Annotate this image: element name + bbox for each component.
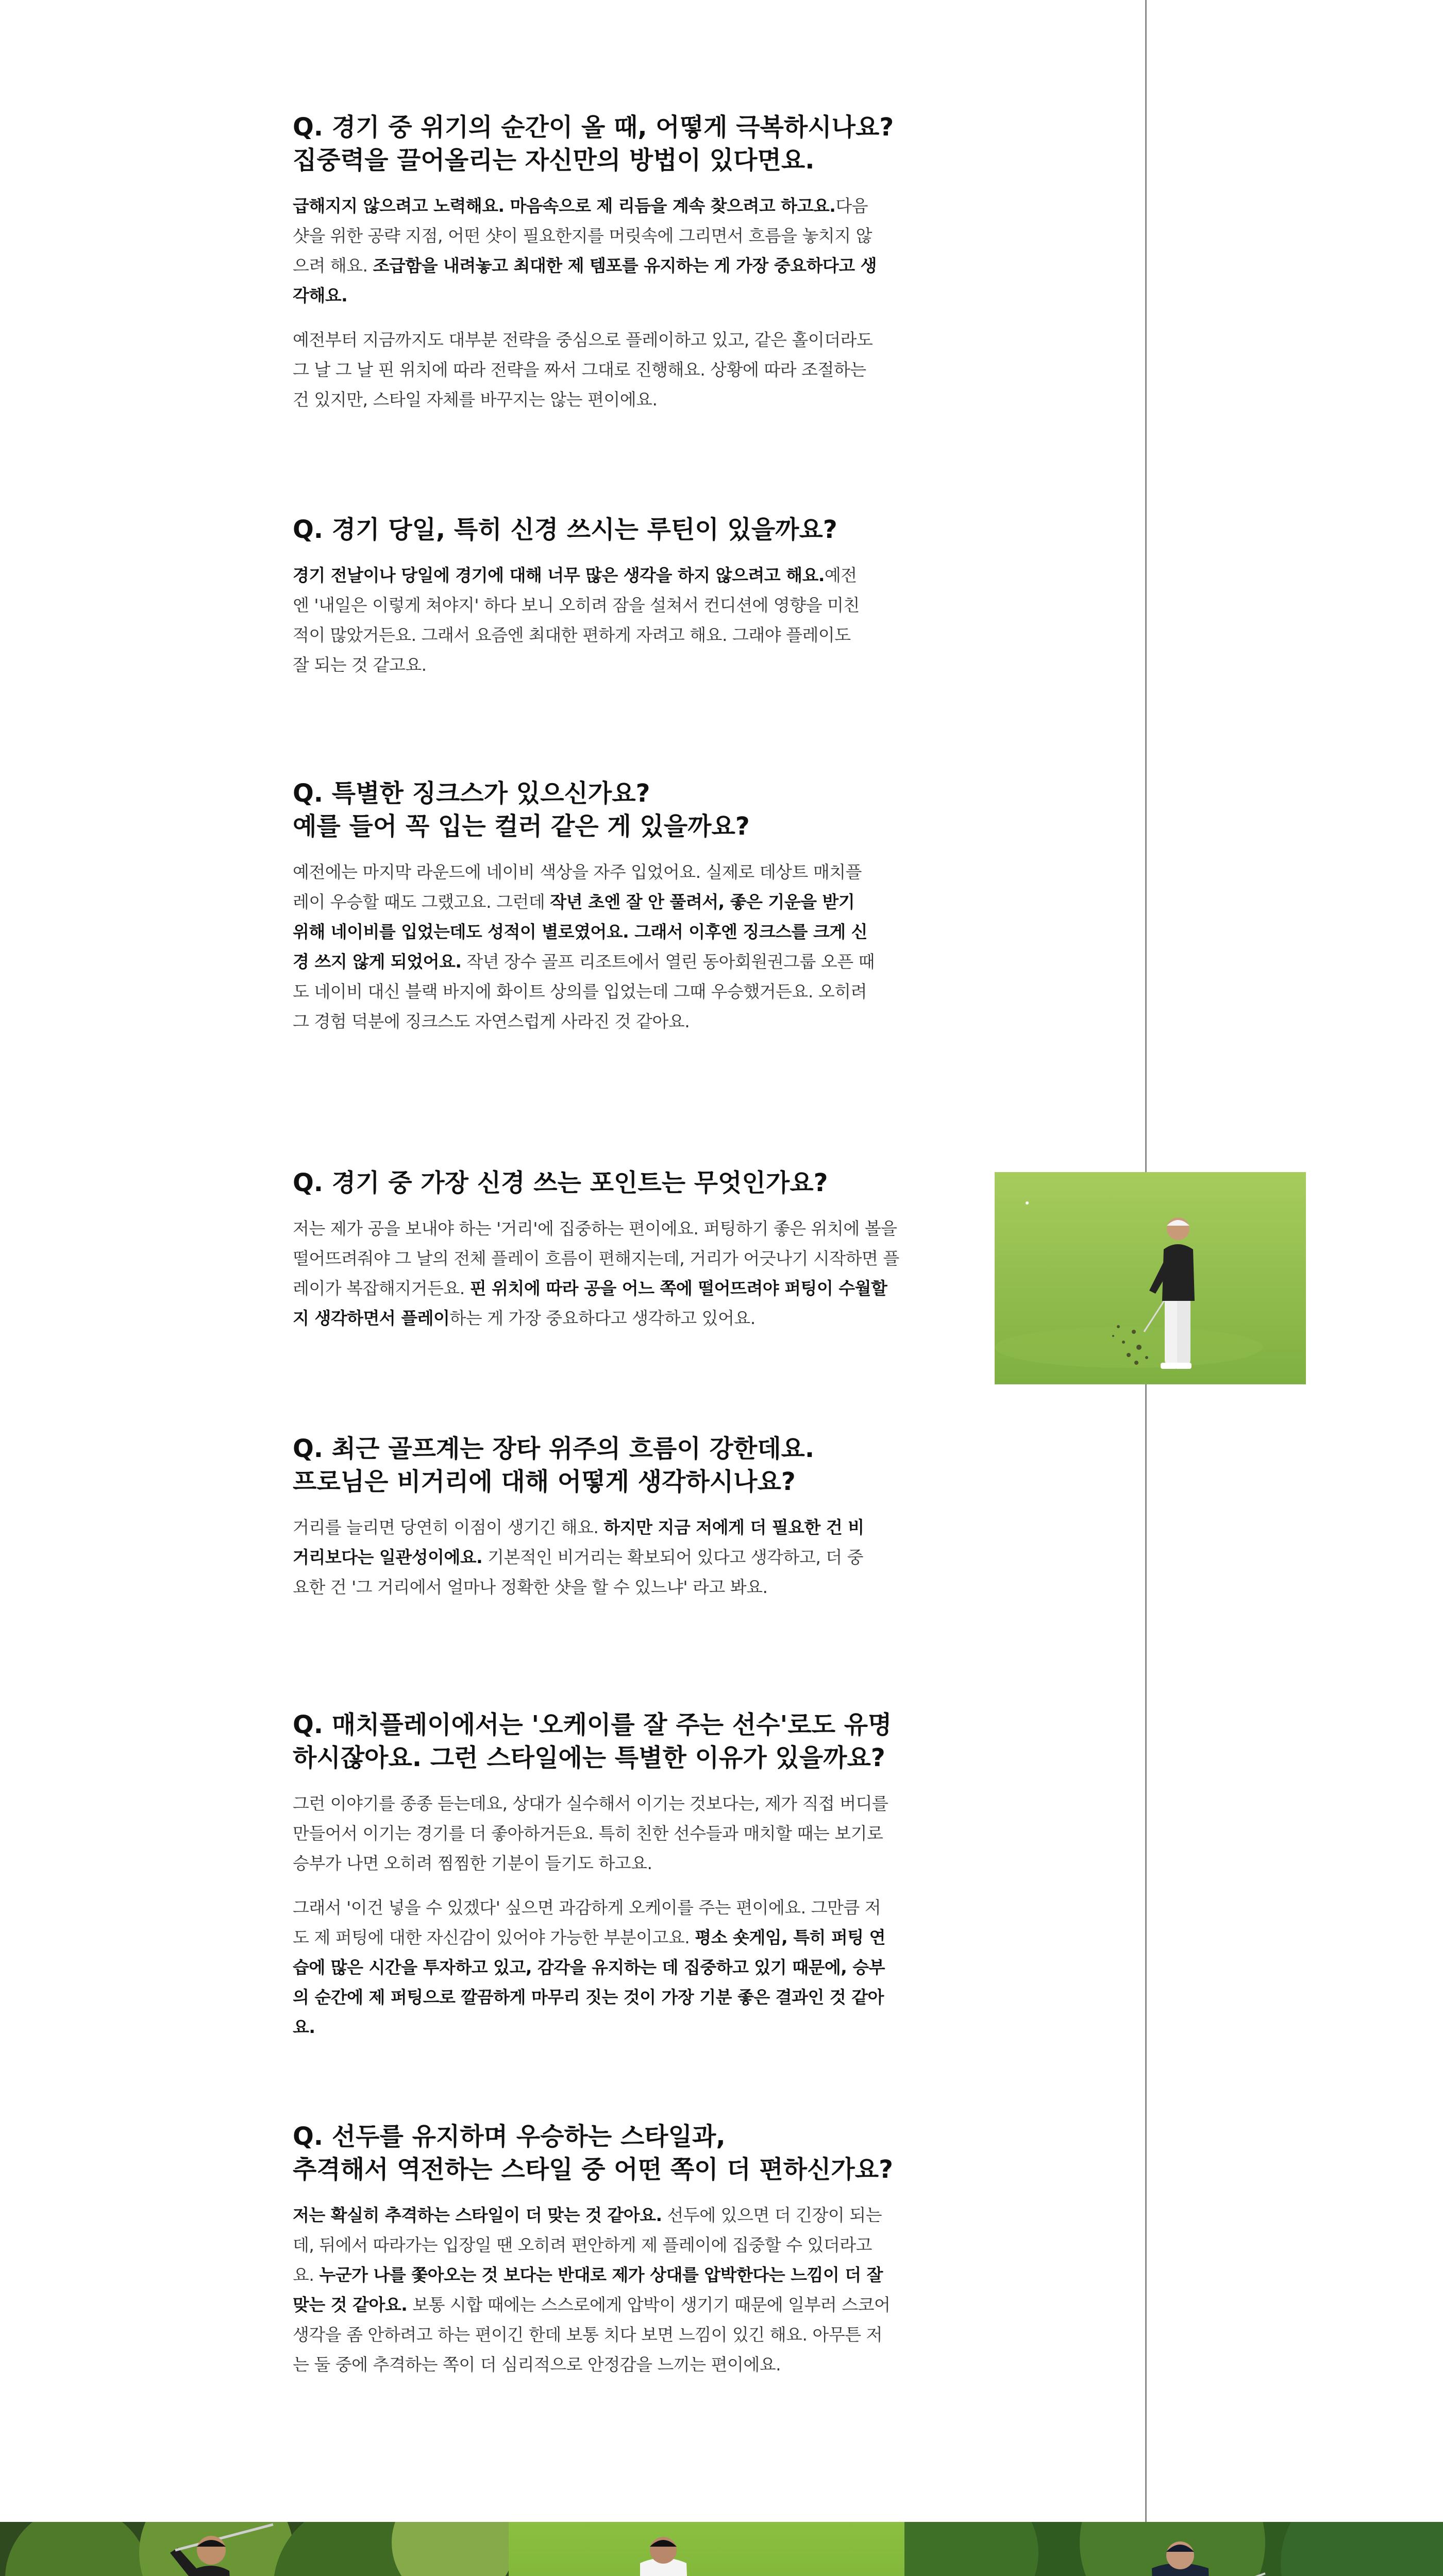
answer-paragraph [293,1789,891,1878]
golfer-fairway-photo [509,2522,904,2576]
qa-section-7 [293,2120,911,2394]
answer-paragraph [293,2200,891,2380]
qa-section-4 [293,1166,911,1348]
answer-text: 작년 장수 골프 리조트에서 열린 동아회원권그룹 오픈 때도 네이비 대신 블랙 바지에 화이트 상의를 입었는데 그때 우승했거든요. 오히려 그 경험 덕분에 징크스도 자연스럽게 사라진 것 같아요. [293,952,875,1031]
answer-text: 저는 제가 공을 보내야 하는 '거리'에 집중하는 편이에요. 퍼팅하기 좋은 위치에 볼을 떨어뜨려줘야 그 날의 전체 플레이 흐름이 편해지는데, 거리가 어긋나기 시작하면 플레이가 복잡해지거든요. [293,1218,899,1298]
answer-paragraph [293,1513,875,1602]
answer-paragraph [293,325,880,415]
qa-section-2 [293,513,911,694]
answer-emphasis: 누군가 나를 쫓아오는 것 보다는 반대로 제가 상대를 압박한다는 느낌이 더 잘 맞는 것 같아요. [293,2265,883,2315]
answer-text: 그런 이야기를 종종 듣는데요, 상대가 실수해서 이기는 것보다는, 제가 직접 버디를 만들어서 이기는 경기를 더 좋아하거든요. 특히 친한 선수들과 매치할 때는 보기로 승부가 나면 오히려 찜찜한 기분이 들기도 하고요. [293,1793,888,1873]
answer-emphasis: 조급함을 내려놓고 최대한 제 템포를 유지하는 게 가장 중요하다고 생각해요. [293,256,877,306]
answer-body [293,857,875,1037]
answer-paragraph [293,1214,901,1333]
answer-emphasis: 평소 숏게임, 특히 퍼팅 연습에 많은 시간을 투자하고 있고, 감각을 유지하는 데 집중하고 있기 때문에, 승부의 순간에 제 퍼팅으로 깔끔하게 마무리 짓는 것이 가장 기분 좋은 결과인 것 같아요. [293,1927,886,2037]
answer-emphasis: 하지만 지금 저에게 더 필요한 건 비거리보다는 일관성이에요. [293,1517,864,1567]
answer-text: 하는 게 가장 중요하다고 생각하고 있어요. [449,1308,756,1328]
answer-body [293,1513,875,1602]
answer-text: 기본적인 비거리는 확보되어 있다고 생각하고, 더 중요한 건 '그 거리에서 얼마나 정확한 샷을 할 수 있느냐' 라고 봐요. [293,1547,864,1597]
answer-emphasis: 저는 확실히 추격하는 스타일이 더 맞는 것 같아요. [293,2205,662,2225]
answer-body [293,1789,891,2042]
answer-text: 선두에 있으면 더 긴장이 되는데, 뒤에서 따라가는 입장일 땐 오히려 편안하게 제 플레이에 집중할 수 있더라고요. [293,2205,882,2285]
qa-section-5 [293,1432,911,1617]
question-heading: Q. 매치플레이에서는 '오케이를 잘 주는 선수'로도 유명 하시잖아요. 그런 스타일에는 특별한 이유가 있을까요? [293,1710,892,1772]
golfer-kpga-classic-photo [0,2522,509,2576]
answer-text: 다음 샷을 위한 공략 지점, 어떤 샷이 필요한지를 머릿속에 그리면서 흐름을 놓치지 않으려 해요. [293,196,872,276]
answer-text: 예전부터 지금까지도 대부분 전략을 중심으로 플레이하고 있고, 같은 홀이더라도 그 날 그 날 핀 위치에 따라 전략을 짜서 그대로 진행해요. 상황에 따라 조절하는 건 있지만, 스타일 자체를 바꾸지는 않는 편이에요. [293,330,873,410]
answer-body [293,1214,901,1333]
golfer-swing-photo [995,1172,1306,1384]
answer-emphasis: 작년 초엔 잘 안 풀려서, 좋은 기운을 받기 위해 네이비를 입었는데도 성적이 별로였어요. 그래서 이후엔 징크스를 크게 신경 쓰지 않게 되었어요. [293,892,868,972]
answer-emphasis: 경기 전날이나 당일에 경기에 대해 너무 많은 생각을 하지 않으려고 해요. [293,565,825,585]
question-heading: Q. 경기 중 가장 신경 쓰는 포인트는 무엇인가요? [293,1168,828,1197]
answer-paragraph [293,191,880,311]
answer-text: 예전에는 마지막 라운드에 네이비 색상을 자주 입었어요. 실제로 데상트 매치플레이 우승할 때도 그랬고요. 그런데 [293,862,862,912]
qa-section-3 [293,777,911,1051]
qa-section-1 [293,111,911,429]
answer-text: 그래서 '이건 넣을 수 있겠다' 싶으면 과감하게 오케이를 주는 편이에요. 그만큼 저도 제 퍼팅에 대한 자신감이 있어야 가능한 부분이고요. [293,1897,881,1947]
answer-body [293,191,880,415]
question-heading: Q. 경기 당일, 특히 신경 쓰시는 루틴이 있을까요? [293,515,837,544]
question-heading: Q. 선두를 유지하며 우승하는 스타일과, 추격해서 역전하는 스타일 중 어떤 쪽이 더 편하신가요? [293,2122,893,2184]
answer-paragraph [293,857,875,1037]
answer-emphasis: 급해지지 않으려고 노력해요. 마음속으로 제 리듬을 계속 찾으려고 하고요. [293,196,836,216]
qa-section-6 [293,1708,911,2057]
golfer-rough-photo [904,2522,1443,2576]
answer-paragraph [293,1893,891,2042]
answer-paragraph [293,561,865,680]
answer-text: 예전엔 '내일은 이렇게 쳐야지' 하다 보니 오히려 잠을 설쳐서 컨디션에 영향을 미친 적이 많았거든요. 그래서 요즘엔 최대한 편하게 자려고 해요. 그래야 플레이도 잘 되는 것 같고요. [293,565,860,675]
answer-emphasis: 핀 위치에 따라 공을 어느 쪽에 떨어뜨려야 퍼팅이 수월할지 생각하면서 플레이 [293,1278,887,1328]
answer-body [293,2200,891,2380]
question-heading: Q. 특별한 징크스가 있으신가요? 예를 들어 꼭 입는 컬러 같은 게 있을까요? [293,779,750,841]
answer-body [293,561,865,680]
answer-text: 보통 시합 때에는 스스로에게 압박이 생기기 때문에 일부러 스코어 생각을 좀 안하려고 하는 편이긴 한데 보통 치다 보면 느낌이 있긴 해요. 아무튼 저는 둘 중에 추격하는 쪽이 더 심리적으로 안정감을 느끼는 편이에요. [293,2295,891,2375]
answer-text: 거리를 늘리면 당연히 이점이 생기긴 해요. [293,1517,604,1537]
question-heading: Q. 경기 중 위기의 순간이 올 때, 어떻게 극복하시나요? 집중력을 끌어올리는 자신만의 방법이 있다면요. [293,113,894,175]
question-heading: Q. 최근 골프계는 장타 위주의 흐름이 강한데요. 프로님은 비거리에 대해 어떻게 생각하시나요? [293,1434,815,1496]
